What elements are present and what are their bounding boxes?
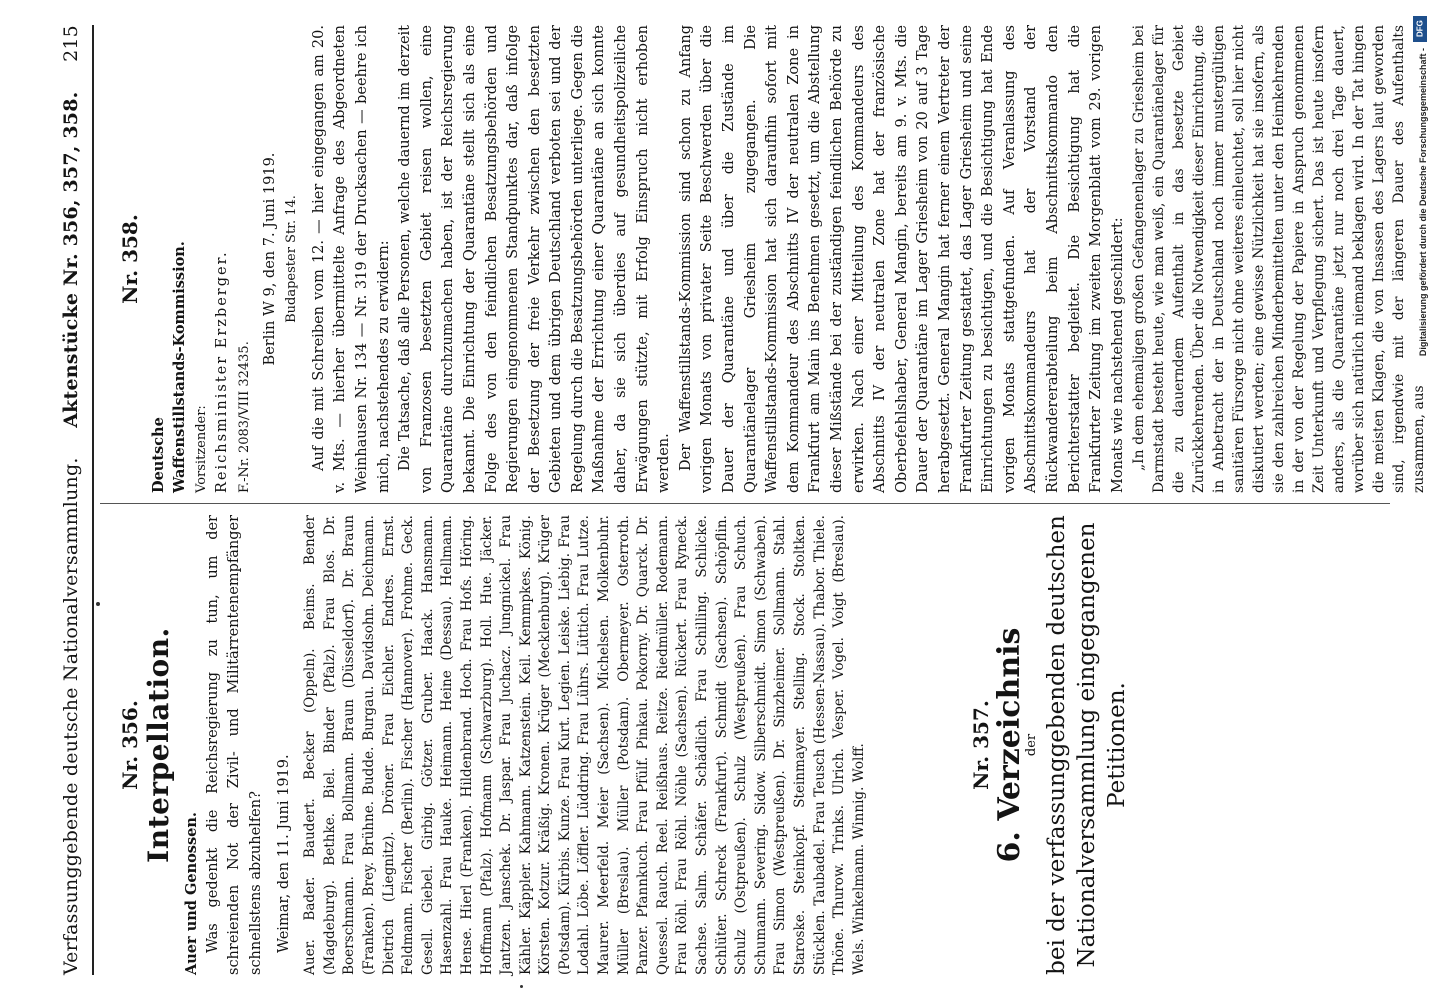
nr356-number: Nr. 356. xyxy=(118,700,142,790)
left-column xyxy=(106,515,1132,975)
nr356-title: Interpellation. xyxy=(141,627,175,863)
header-rule xyxy=(92,25,94,975)
nr356-question: Was gedenkt die Reichsregierung zu tun, um der schreienden Not der Zivil- und Militärrentenempfänger schnellstens abzuhelfen? xyxy=(204,515,264,975)
nr356-place-date: Weimar, den 11. Juni 1919. xyxy=(275,754,292,953)
scan-speck xyxy=(96,602,100,606)
nr358-chair-label: Vorsitzender: xyxy=(193,405,209,493)
nr358-number: Nr. 358. xyxy=(118,214,142,304)
column-rule xyxy=(100,503,1390,504)
nr358-org-line2: Waffenstillstands-Kommission. xyxy=(171,241,189,493)
nr358-address: Budapester Str. 14. xyxy=(284,195,300,323)
nr358-paragraph-3: Der Waffenstillstands-Kommission sind schon zu Anfang vorigen Monats von privater Seite Beschwerden über die Dauer der Quarantäne und über die Zustände im Quarantänelager Griesheim zugegangen. Die Waffenstillstands-Kommission hat sich daraufhin sofort mit dem Kommandeur des Abschnitts IV der neutralen Zone in Frankfurt am Main ins Benehmen gesetzt, um die Abstellung dieser Mißstände bei der zuständigen feindlichen Behörde zu erwirken. Nach einer Mitteilung des Kommandeurs des Abschnitts IV der neutralen Zone hat der französische Oberbefehlshaber, General Mangin, bereits am 9. v. Mts. die Dauer der Quarantäne im Lager Griesheim von 20 auf 3 Tage herabgesetzt. General Mangin hat ferner einem Vertreter der Frankfurter Zeitung gestattet, das Lager Griesheim und seine Einrichtungen zu besichtigen, und die Besichtigung hat Ende vorigen Monats stattgefunden. Auf Veranlassung des Abschnittskommandeurs hat der Vorstand der Rückwandererabteilung beim Abschnittskommando den Berichterstatter begleitet. Die Besichtigung hat die Frankfurter Zeitung im zweiten Morgenblatt vom 29. vorigen Monats wie nachstehend geschildert: xyxy=(677,25,1126,493)
header-middle: Aktenstücke Nr. 356, 357, 358. xyxy=(60,91,82,428)
scan-speck xyxy=(520,985,523,988)
nr358-paragraph-4: „In dem ehemaligen großen Gefangenenlager zu Griesheim bei Darmstadt besteht heute, wie man weiß, ein Quarantänelager für die zu dauerndem Aufenthalt in das besetzte Gebiet Zurückkehrenden. Über die Notwendigkeit dieser Einrichtung, die in Anbetracht der in Deutschland noch immer mustergültigen sanitären Fürsorge nicht ohne weiteres einleuchtet, soll hier nicht diskutiert werden; eine gewisse Nützlichkeit hat sie insofern, als sie den zahlreichen Minderbemittelten unter den Heimkehrenden in der von der Regelung der Papiere in Anspruch genommenen Zeit Unterkunft und Verpflegung sichert. Das ist heute insofern anders, als die Quarantäne jetzt nur noch drei Tage dauert, worüber sich natürlich niemand beklagen wird. In der Tat hingen die meisten Klagen, die von Insassen des Lagers laut geworden sind, irgendwie mit der längeren Dauer des Aufenthalts zusammen, aus xyxy=(1131,25,1428,493)
nr358-org-line1: Deutsche xyxy=(149,417,167,493)
nr358-paragraph-1: Auf die mit Schreiben vom 12. — hier eingegangen am 20. v. Mts. — hierher übermittelte Anfrage des Abgeordneten Weinhausen Nr. 134 — Nr. 319 der Drucksachen — beehre ich mich, nachstehendes zu erwidern: xyxy=(310,25,392,493)
dfg-logo: DFG xyxy=(1413,16,1427,42)
nr358-paragraph-2: Die Tatsache, daß alle Personen, welche dauernd im derzeit von Franzosen besetzten Gebiet reisen wollen, eine Quarantäne durchzumachen haben, ist der Reichsregierung bekannt. Die Einrichtung der Quarantäne stellt sich als eine Folge des von den feindlichen Besatzungsbehörden und Regierungen eingenommenen Standpunktes dar, daß infolge der Besetzung der freie Verkehr zwischen den besetzten Gebieten und dem übrigen Deutschland verboten sei und der Regelung durch die Besatzungsbehörden unterliege. Gegen die Maßnahme der Errichtung einer Quarantäne an sich konnte daher, da sie sich überdies auf gesundheitspolizeiliche Erwägungen stützte, mit Erfolg Einspruch nicht erhoben werden. xyxy=(397,25,673,493)
dfg-watermark xyxy=(1414,8,1430,488)
nr358-ref: F.-Nr. 2083/VIII 32435. xyxy=(236,341,252,493)
nr356-signatories: Auer. Bader. Baudert. Becker (Oppeln). Beims. Bender (Magdeburg). Bethke. Biel. Binder (Pfalz). Frau Blos. Dr. Boerschmann. Frau Bollmann. Braun (Düsseldorf). Dr. Braun (Franken). Brey. Brühne. Budde. Burgau. Davidsohn. Deichmann. Dietrich (Liegnitz). Dröner. Frau Eichler. Endres. Ernst. Feldmann. Fischer (Berlin). Fischer (Hannover). Frohme. Geck. Gesell. Giebel. Girbig. Götzer. Gruber. Haack. Hansmann. Hasenzahl. Frau Hauke. Heimann. Heine (Dessau). Hellmann. Hense. Hierl (Franken). Hildenbrand. Hoch. Frau Hofs. Höring. Hoffmann (Pfalz). Hofmann (Schwarzburg). Holl. Hue. Jäcker. Jantzen. Janschek. Dr. Jaspar. Frau Juchacz. Jungnickel. Frau Kähler. Käppler. Kahmann. Katzenstein. Keil. Kemmpkes. König. Körsten. Kotzur. Kräßig. Kronen. Krüger (Mecklenburg). Krüger (Potsdam). Kürbis. Kunze. Frau Kurt. Legien. Leiske. Liebig. Frau Lodahl. Löbe. Löffler. Lüddring. Frau Lührs. Lüttich. Frau Lutze. Maurer. Meerfeld. Meier (Sachsen). Michelsen. Molkenbuhr. Müller (Breslau). Müller (Potsdam). Obermeyer. Osterroth. Panzer. Pfannkuch. Frau Pfülf. Pinkau. Pokorny. Dr. Quarck. Dr. Quessel. Rauch. Reel. Reißhaus. Reitze. Riedmüller. Rodemann. Frau Röhl. Frau Röhl. Nöhle (Sachsen). Rückert. Frau Ryneck. Sachse. Salm. Schäfer. Schädlich. Frau Schilling. Schlicke. Schlüter. Schreck (Frankfurt). Schmidt (Sachsen). Schöpflin. Schulz (Ostpreußen). Schulz (Westpreußen). Frau Schuch. Schumann. Severing. Sidow. Silberschmidt. Simon (Schwaben). Frau Simon (Westpreußen). Dr. Sinzheimer. Sollmann. Stahl. Staroske. Steinkopf. Steinmayer. Stelling. Stock. Stoltken. Stücklen. Taubadel. Frau Teusch (Hessen-Nassau). Thabor. Thiele. Thöne. Thurow. Trinks. Ulrich. Vesper. Vogel. Voigt (Breslau). Wels. Winkelmann. Winnig. Wolff. xyxy=(302,515,867,975)
nr358-chair: Reichsminister Erzberger. xyxy=(214,250,231,493)
dfg-watermark-text: Digitalisierung gefördert durch die Deutsche Forschungsgemeinschaft - xyxy=(1418,48,1428,357)
nr358-place-date: Berlin W 9, den 7. Juni 1919. xyxy=(261,152,278,366)
running-header xyxy=(60,25,88,975)
nr356-opening: Auer und Genossen. xyxy=(183,812,201,975)
nr357-number: Nr. 357. xyxy=(969,700,994,790)
header-left: Verfassunggebende deutsche Nationalversammlung. xyxy=(60,457,82,975)
nr357-subtitle: bei der verfassunggebenden deutschen Nationalversammlung eingegangenen Petitionen. xyxy=(1044,515,1131,975)
nr357-der: der xyxy=(1023,733,1039,757)
nr357-title: 6. Verzeichnis xyxy=(991,627,1027,863)
right-column xyxy=(106,25,1429,493)
page-number: 215 xyxy=(60,25,82,62)
